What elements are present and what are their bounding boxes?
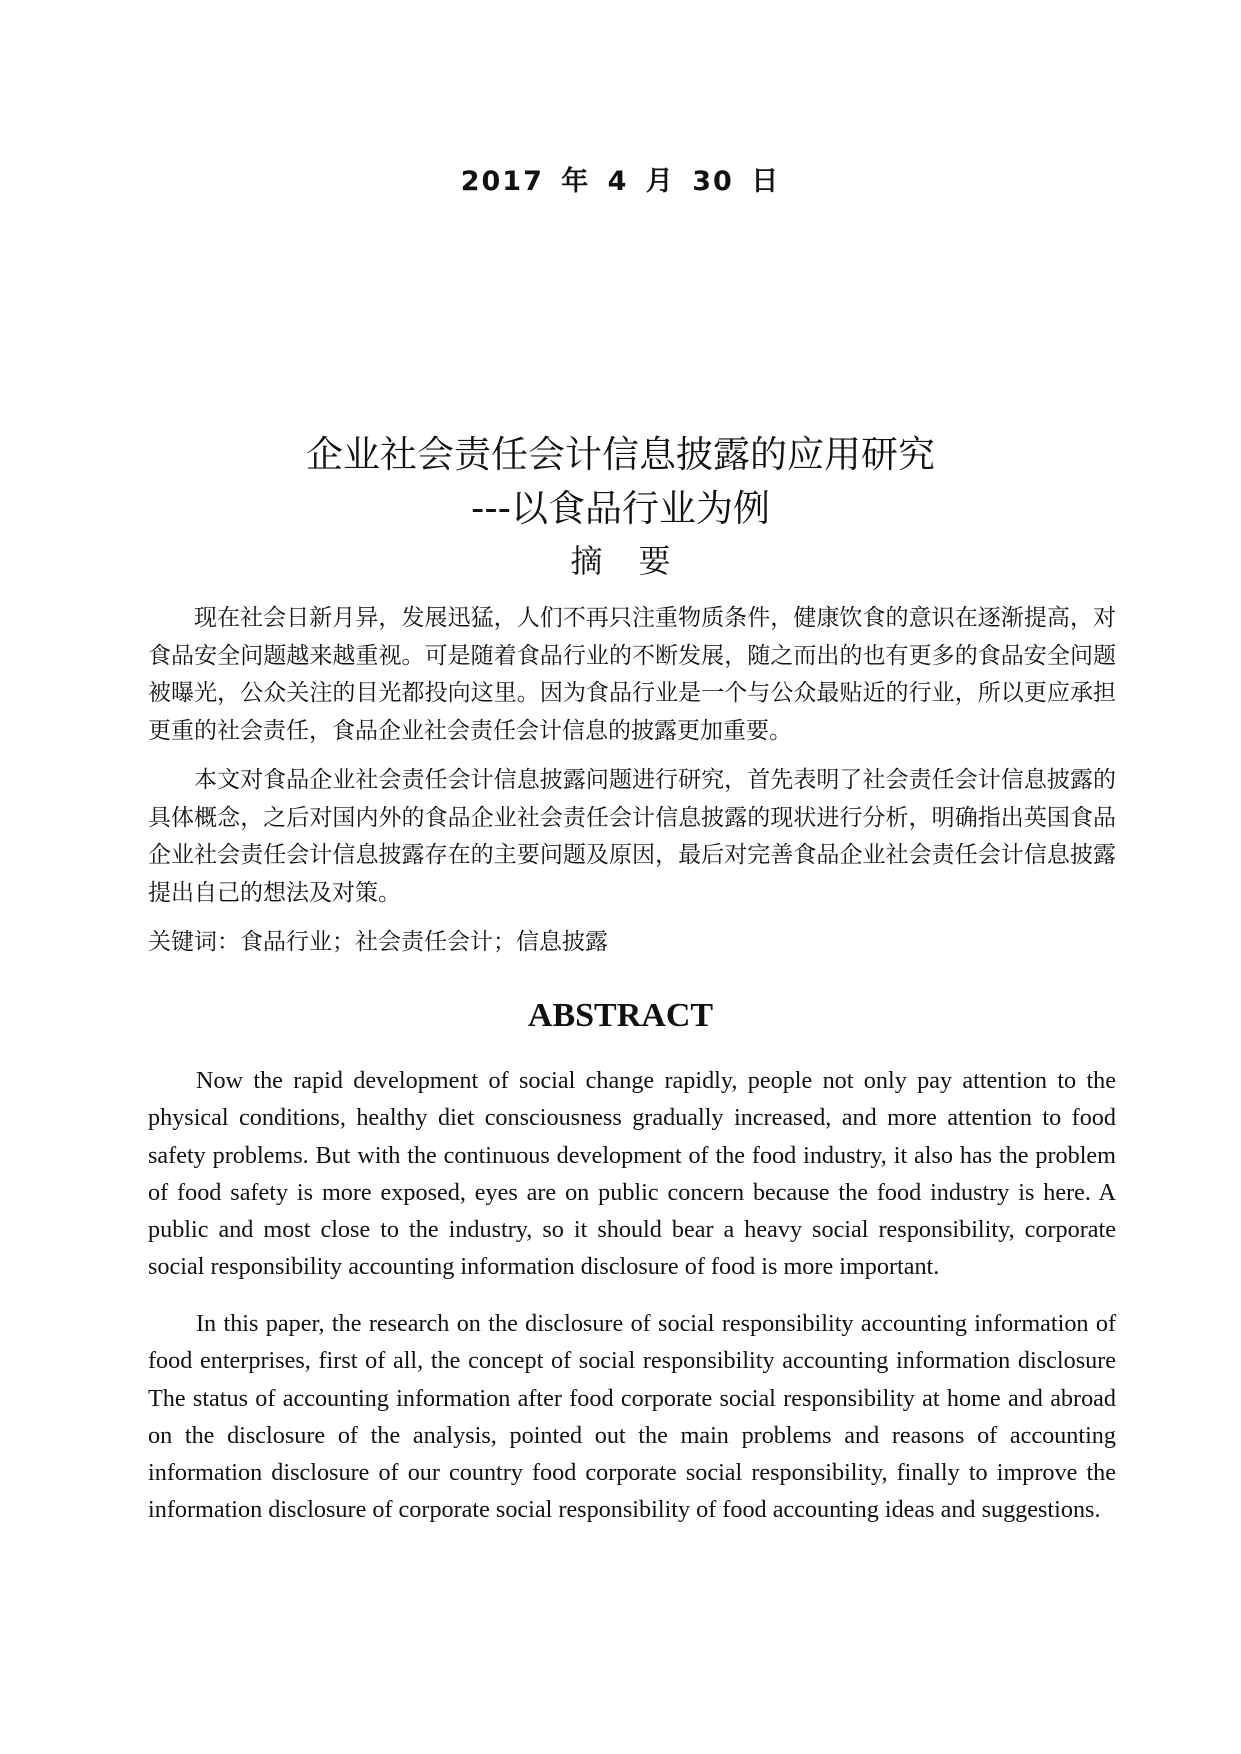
abstract-cn-heading: 摘要 xyxy=(570,542,707,580)
paper-title-main: 企业社会责任会计信息披露的应用研究 xyxy=(306,433,935,476)
keywords-line xyxy=(148,924,1116,961)
paper-title xyxy=(0,428,1241,536)
abstract-cn-paragraph: 现在社会日新月异，发展迅猛，人们不再只注重物质条件，健康饮食的意识在逐渐提高，对食品安全问题越来越重视。可是随着食品行业的不断发展，随之而出的也有更多的食品安全问题被曝光，公众关注的目光都投向这里。因为食品行业是一个与公众最贴近的行业，所以更应承担更重的社会责任，食品企业社会责任会计信息的披露更加重要。 xyxy=(148,605,1116,744)
paper-title-subtitle: ---以食品行业为例 xyxy=(470,487,771,530)
keywords-label: 关键词： xyxy=(148,929,240,955)
document-date: 2017 年 4 月 30 日 xyxy=(460,166,781,197)
abstract-en-heading: ABSTRACT xyxy=(527,997,714,1034)
keywords-text: 食品行业；社会责任会计；信息披露 xyxy=(240,929,608,955)
abstract-cn-paragraph: 本文对食品企业社会责任会计信息披露问题进行研究，首先表明了社会责任会计信息披露的具体概念，之后对国内外的食品企业社会责任会计信息披露的现状进行分析，明确指出英国食品企业社会责任会计信息披露存在的主要问题及原因，最后对完善食品企业社会责任会计信息披露提出自己的想法及对策。 xyxy=(148,767,1116,906)
abstract-en-paragraph: In this paper, the research on the disclosure of social responsibility accounting information of food enterprises, first of all, the concept of social responsibility accounting information disclosure The status of accounting information after food corporate social responsibility at home and abroad on the disclosure of the analysis, pointed out the main problems and reasons of accounting information disclosure of our country food corporate social responsibility, finally to improve the information disclosure of corporate social responsibility of food accounting ideas and suggestions. xyxy=(148,1310,1116,1524)
abstract-en-paragraph: Now the rapid development of social change rapidly, people not only pay attention to the physical conditions, healthy diet consciousness gradually increased, and more attention to food safety problems. But with the continuous development of the food industry, it also has the problem of food safety is more exposed, eyes are on public concern because the food industry is here. A public and most close to the industry, so it should bear a heavy social responsibility, corporate social responsibility accounting information disclosure of food is more important. xyxy=(148,1067,1116,1281)
